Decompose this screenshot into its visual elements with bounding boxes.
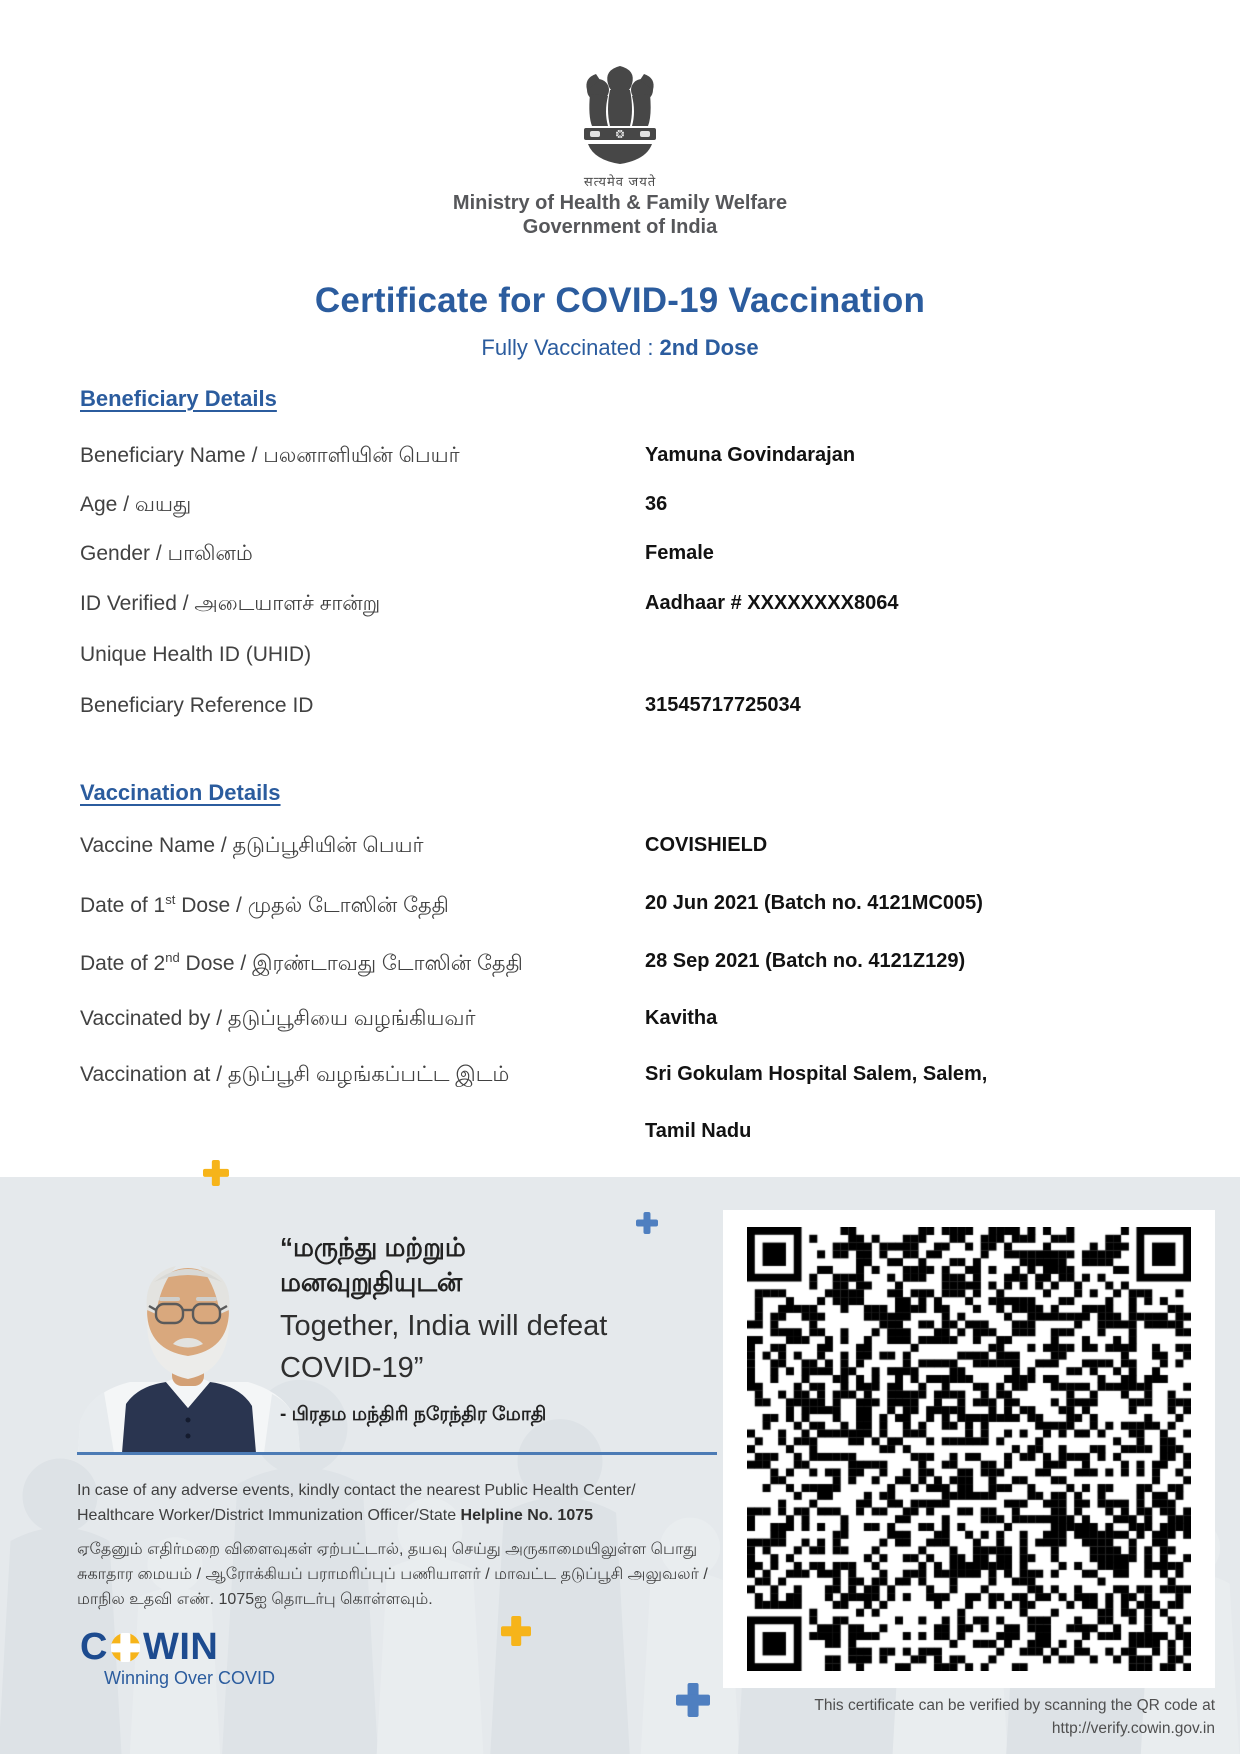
qr-code: [747, 1227, 1191, 1671]
reference-id-value: 31545717725034: [645, 694, 801, 716]
quote-english-line2: COVID-19”: [280, 1352, 424, 1384]
advisory-tamil-line1: ஏதேனும் எதிர்மறை விளைவுகள் ஏற்பட்டால், தயவு செய்து அருகாமையிலுள்ள பொது: [77, 1541, 698, 1558]
quote-english-line1: Together, India will defeat: [280, 1310, 608, 1342]
vaccination-at-value-line2: Tamil Nadu: [645, 1120, 752, 1142]
blue-plus-icon: [676, 1683, 710, 1717]
beneficiary-details-heading: Beneficiary Details: [80, 386, 277, 411]
cowin-logo-win: WIN: [142, 1626, 219, 1668]
divider-line: [77, 1452, 717, 1455]
age-value: 36: [645, 493, 668, 515]
uhid-label: Unique Health ID (UHID): [80, 643, 312, 666]
quote-tamil-line2: மனவுறுதியுடன்: [280, 1267, 463, 1297]
cowin-plus-icon: [111, 1633, 140, 1662]
cowin-tagline: Winning Over COVID: [104, 1668, 276, 1688]
yellow-plus-icon: [501, 1616, 531, 1646]
blue-plus-icon: [636, 1212, 658, 1234]
government-name: Government of India: [522, 216, 718, 238]
advisory-english-line1: In case of any adverse events, kindly contact the nearest Public Health Center/: [77, 1482, 636, 1499]
dose1-date-label: Date of 1st Dose / முதல் டோஸின் தேதி: [80, 892, 449, 917]
dose1-date-value: 20 Jun 2021 (Batch no. 4121MC005): [645, 892, 983, 914]
verify-note: [814, 1694, 1215, 1740]
vaccine-name-label: Vaccine Name / தடுப்பூசியின் பெயர்: [80, 834, 424, 857]
dose2-date-value: 28 Sep 2021 (Batch no. 4121Z129): [645, 950, 966, 972]
advisory-tamil-line3: மாநில உதவி எண். 1075ஐ தொடர்பு கொள்ளவும்.: [77, 1591, 433, 1608]
advisory-english-line2: Healthcare Worker/District Immunization Officer/State Helpline No. 1075: [77, 1507, 594, 1524]
beneficiary-name-label: Beneficiary Name / பலனாளியின் பெயர்: [80, 444, 460, 467]
cowin-logo: [80, 1626, 218, 1669]
advisory-tamil-line2: சுகாதார மையம் / ஆரோக்கியப் பராமரிப்புப் பணியாளர் / மாவட்ட தடுப்பூசி அலுவலர் /: [77, 1566, 708, 1583]
id-verified-label: ID Verified / அடையாளச் சான்று: [80, 592, 381, 615]
quote-tamil-line1: “மருந்து மற்றும்: [280, 1232, 466, 1262]
beneficiary-name-value: Yamuna Govindarajan: [645, 444, 856, 466]
age-label: Age / வயது: [80, 493, 192, 516]
id-verified-value: Aadhaar # XXXXXXXX8064: [645, 592, 899, 614]
vaccination-details-heading: Vaccination Details: [80, 780, 281, 805]
yellow-plus-icon: [203, 1160, 229, 1186]
status-dose: 2nd Dose: [659, 335, 759, 360]
vaccination-at-value-line1: Sri Gokulam Hospital Salem, Salem,: [645, 1063, 988, 1085]
gender-label: Gender / பாலினம்: [80, 542, 253, 565]
verify-note-line1: This certificate can be verified by scanning the QR code at: [814, 1697, 1215, 1714]
dose2-date-label: Date of 2nd Dose / இரண்டாவது டோஸின் தேதி: [80, 950, 523, 975]
pm-modi-photo: [70, 1252, 305, 1458]
emblem-motto: सत्यमेव जयते: [583, 174, 657, 189]
vaccinated-by-value: Kavitha: [645, 1007, 718, 1029]
national-emblem-icon: [0, 64, 1240, 181]
quote-attribution: - பிரதம மந்திரி நரேந்திர மோதி: [280, 1404, 547, 1425]
vaccine-name-value: COVISHIELD: [645, 834, 768, 856]
certificate-title: Certificate for COVID-19 Vaccination: [314, 281, 926, 320]
cowin-logo-c: C: [80, 1626, 108, 1668]
reference-id-label: Beneficiary Reference ID: [80, 694, 314, 717]
vaccination-at-label: Vaccination at / தடுப்பூசி வழங்கப்பட்ட இடம்: [80, 1063, 510, 1086]
status-prefix: Fully Vaccinated :: [481, 335, 660, 360]
vaccination-status: [0, 335, 1240, 361]
gender-value: Female: [645, 542, 714, 564]
verify-url[interactable]: http://verify.cowin.gov.in: [1051, 1720, 1215, 1737]
qr-code-container: [723, 1210, 1215, 1688]
ministry-name: Ministry of Health & Family Welfare: [452, 192, 788, 214]
vaccinated-by-label: Vaccinated by / தடுப்பூசியை வழங்கியவர்: [80, 1007, 476, 1030]
